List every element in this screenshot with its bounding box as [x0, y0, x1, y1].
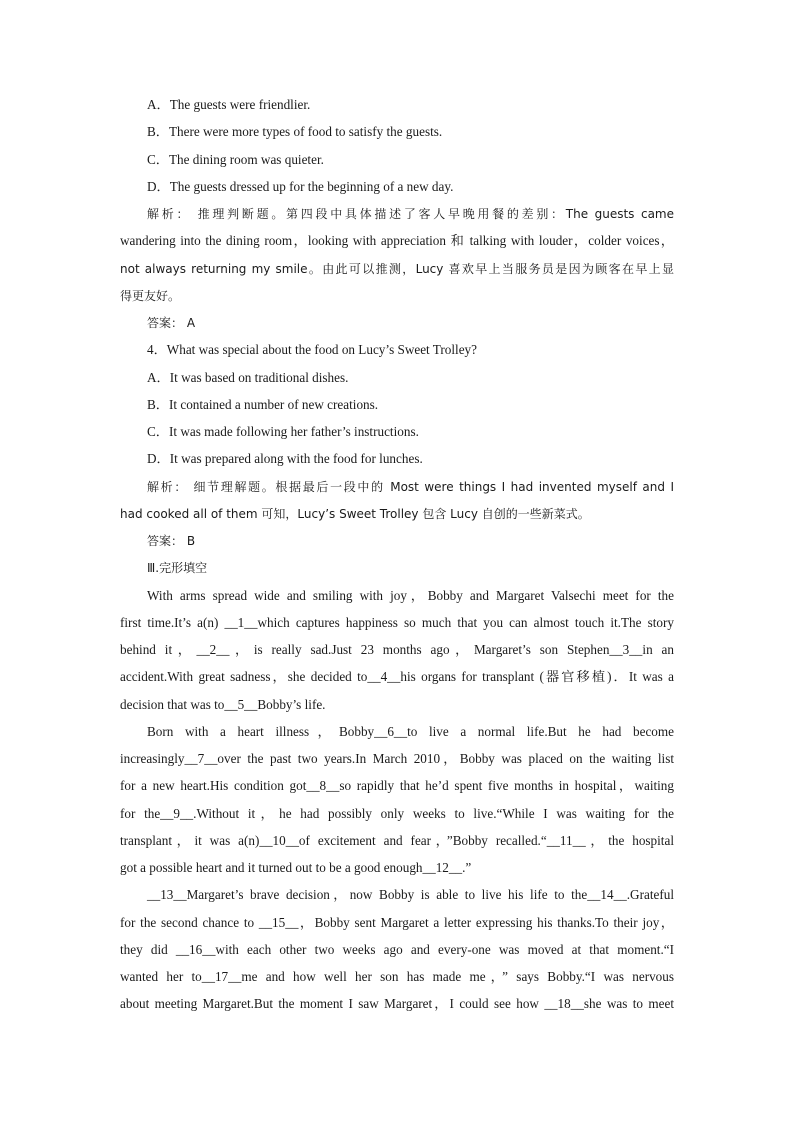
cloze-line: __13__Margaret’s brave decision，now Bobby is able to live his life to the__14__.Grateful — [147, 887, 674, 902]
option-c-line: C．The dining room was quieter. — [147, 152, 324, 167]
option-b-line: B．There were more types of food to satisfy the guests. — [147, 124, 443, 139]
section-heading: Ⅲ.完形填空 — [147, 561, 208, 575]
cloze-line: about meeting Margaret.But the moment I saw Margaret，I could see how __18__she was to meet — [120, 996, 674, 1011]
cloze-line: for a new heart.His condition got__8__so rapidly that he’d spent five months in hospital，waiting — [120, 778, 674, 793]
analysis-line-1: 解析： 细节理解题。根据最后一段中的 Most were things I had invented myself and I — [147, 480, 674, 494]
option-c-line: C．It was made following her father’s instructions. — [147, 424, 419, 439]
analysis-line-4: 得更友好。 — [120, 289, 181, 303]
analysis-line-2: wandering into the dining room，looking with appreciation 和 talking with louder，colder voices， — [120, 233, 674, 248]
analysis-line-1: 解析： 推理判断题。第四段中具体描述了客人早晚用餐的差别：The guests came — [147, 207, 674, 221]
cloze-line: With arms spread wide and smiling with joy，Bobby and Margaret Valsechi meet for the — [147, 588, 674, 603]
cloze-line: increasingly__7__over the past two years.In March 2010，Bobby was placed on the waiting list — [120, 751, 674, 766]
question-4: 4．What was special about the food on Lucy’s Sweet Trolley? — [147, 342, 477, 357]
option-d-line: D．It was prepared along with the food for lunches. — [147, 451, 423, 466]
cloze-line: transplant，it was a(n)__10__of excitement and fear，”Bobby recalled.“__11__，the hospital — [120, 833, 674, 848]
cloze-line: first time.It’s a(n) __1__which captures happiness so much that you can almost touch it.The story — [120, 615, 674, 630]
analysis-line-2: had cooked all of them 可知，Lucy’s Sweet Trolley 包含 Lucy 自创的一些新菜式。 — [120, 507, 590, 521]
answer-line: 答案： B — [147, 534, 196, 548]
cloze-line: for the second chance to __15__，Bobby sent Margaret a letter expressing his thanks.To their joy， — [120, 915, 674, 930]
answer-line: 答案： A — [147, 316, 196, 330]
analysis-line-3: not always returning my smile。由此可以推测，Lucy 喜欢早上当服务员是因为顾客在早上显 — [120, 262, 674, 276]
cloze-line: Born with a heart illness，Bobby__6__to live a normal life.But he had become — [147, 724, 674, 739]
cloze-line: they did __16__with each other two weeks ago and every-one was moved at that moment.“I — [120, 942, 674, 957]
cloze-line: wanted her to__17__me and how well her son has made me，” says Bobby.“I was nervous — [120, 969, 674, 984]
option-a-line: A．The guests were friendlier. — [147, 97, 311, 112]
option-b-line: B．It contained a number of new creations. — [147, 397, 379, 412]
cloze-line: behind it，__2__，is really sad.Just 23 months ago，Margaret’s son Stephen__3__in an — [120, 642, 674, 657]
cloze-line: decision that was to__5__Bobby’s life. — [120, 697, 326, 712]
option-a-line: A．It was based on traditional dishes. — [147, 370, 349, 385]
cloze-line: for the__9__.Without it，he had possibly only weeks to live.“While I was waiting for the — [120, 806, 674, 821]
cloze-line: got a possible heart and it turned out to be a good enough__12__.” — [120, 860, 472, 875]
option-d-line: D．The guests dressed up for the beginning of a new day. — [147, 179, 454, 194]
cloze-line: accident.With great sadness，she decided to__4__his organs for transplant (器官移植)．It was a — [120, 669, 674, 684]
